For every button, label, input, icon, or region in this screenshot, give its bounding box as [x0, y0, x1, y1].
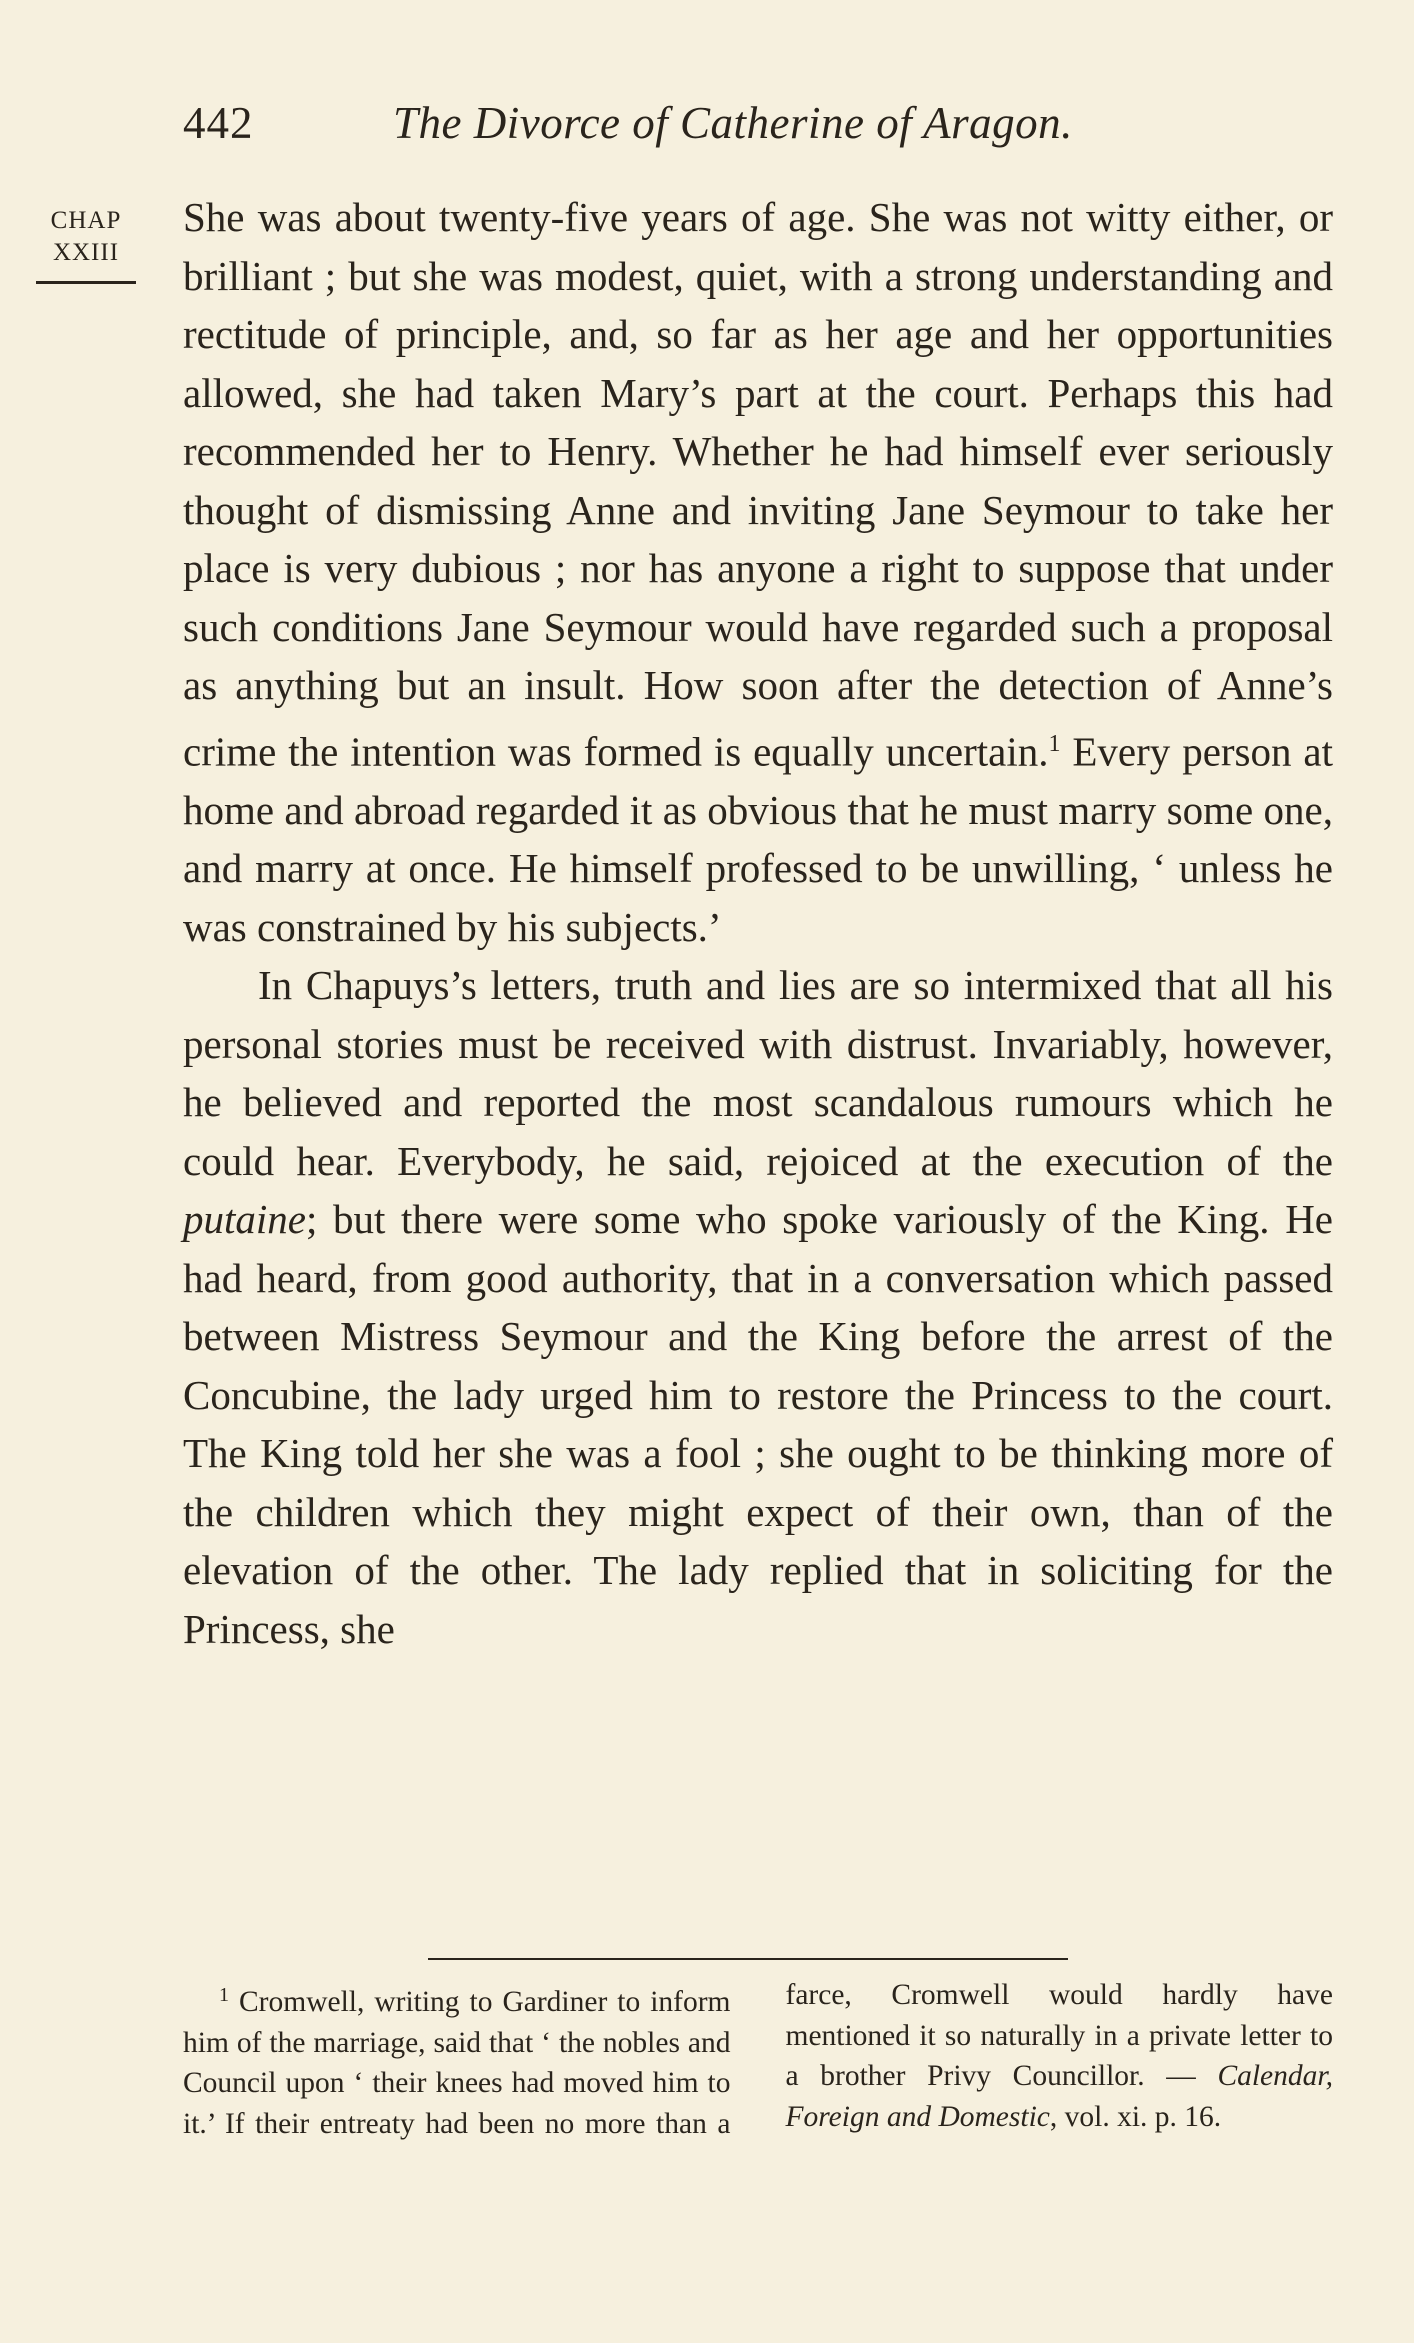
- paragraph-1-text: She was about twenty-five years of age. She was not witty either, or brilliant ; but she was modest, quiet, with a strong understanding and rectitude of principle, and, so far as her age and her opportunities allowed, she had taken Mary’s part at the court. Perhaps this had recommended her to Henry. Whether he had himself ever seriously thought of dismissing Anne and inviting Jane Seymour to take her place is very dubious ; nor has anyone a right to suppose that under such conditions Jane Seymour would have regarded such a proposal as anything but an insult. How soon after the detection of Anne’s crime the intention was formed is equally uncertain.: [183, 194, 1333, 775]
- paragraph-2-start: In Chapuys’s letters, truth and lies are so intermixed that all his personal stories must be received with distrust. Invariably, however, he believed and reported the most scandalous rumours which he could hear. Everybody, he said, rejoiced at the execution of the: [183, 962, 1333, 1184]
- footnote-reference: 1: [1048, 730, 1061, 757]
- running-title: The Divorce of Catherine of Aragon.: [393, 98, 1073, 148]
- chapter-margin-note: [36, 205, 136, 284]
- paragraph-2: [183, 956, 1333, 1658]
- paragraph-2-italic: putaine: [183, 1196, 306, 1243]
- paragraph-1: [183, 188, 1333, 956]
- paragraph-1-tail: Every person at home and abroad regarded it as obvious that he must marry some one, and marry at once. He himself professed to be unwilling, ‘ unless he was constrained by his subjects.’: [183, 728, 1333, 950]
- footnote-1: [183, 1975, 1333, 2175]
- page-number: 442: [183, 98, 254, 148]
- footnote-source-end: , vol. xi. p. 16.: [1049, 2100, 1222, 2133]
- footnote-mark: 1: [219, 1984, 229, 2006]
- paragraph-2-end: ; but there were some who spoke variously of the King. He had heard, from good authority, that in a conversation which passed between Mistress Seymour and the King before the arrest of the Concubine, the lady urged him to restore the Princess to the court. The King told her she was a fool ; she ought to be thinking more of the children which they might expect of their own, than of the elevation of the other. The lady replied that in soliciting for the Princess, she: [183, 1196, 1333, 1652]
- page-header: [183, 88, 1333, 158]
- footnote-rule: [428, 1958, 1068, 1960]
- footnotes: [183, 1975, 1333, 2175]
- chapter-label: CHAP: [50, 207, 122, 234]
- chapter-number: XXIII: [52, 239, 120, 266]
- footnote-text: Cromwell, writing to Gardiner to inform him of the marriage, said that ‘ the nobles and Council upon ‘ their knees had moved him to it.’ If their entreaty had been no more than a farce, Cromwell would hardly have mentioned it so naturally in a private letter to a brother Privy Councillor. —: [183, 1979, 1333, 2140]
- margin-rule: [36, 281, 136, 284]
- footnote-source: Calendar, Foreign and Domestic: [785, 2060, 1333, 2133]
- body-text: [183, 188, 1333, 1658]
